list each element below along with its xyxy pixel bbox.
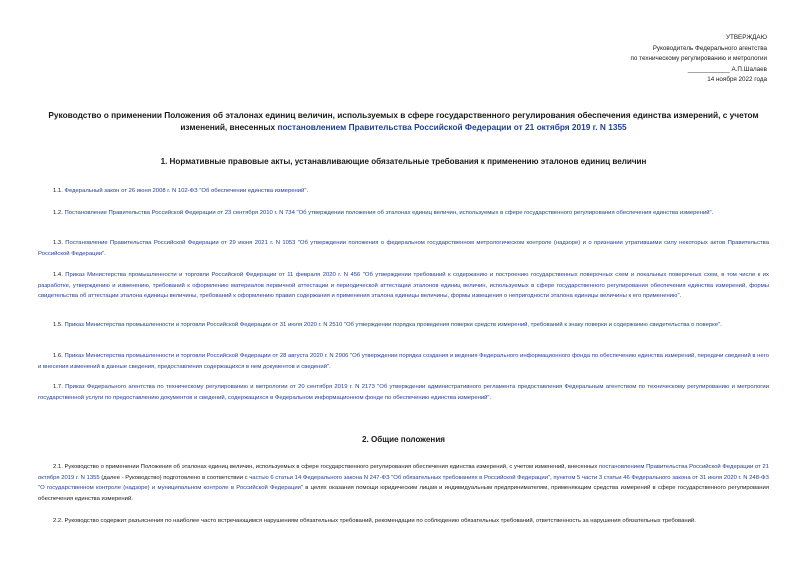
approval-position: Руководитель Федерального агентства: [652, 44, 767, 52]
law-link[interactable]: Федеральный закон от 26 июня 2008 г. N 102-ФЗ "Об обеспечении единства измерений": [64, 188, 307, 194]
signer-name: А.П.Шалаев: [731, 65, 767, 73]
law-link[interactable]: Приказ Министерства промышленности и торговли Российской Федерации от 28 августа 2020 г. N 2906 "Об утверждении порядка создания и ведения Федерального информационного фонда по обеспечению единства измерений, передачи сведений в него и внесения изменений в данные сведения, предоставления содержащихся в нем документов и сведений": [38, 353, 769, 370]
item-number: 1.2.: [53, 210, 65, 216]
list-item: 1.3. Постановление Правительства Российской Федерации от 29 июня 2021 г. N 1053 "Об утверждении положения о федеральном государственном метрологическом контроле (надзоре) и о признании утратившими силу некоторых актов Правительства Российской Федерации".: [38, 240, 769, 257]
decree-link[interactable]: постановлением Правительства Российской Федерации от 21 октября 2019 г. N 1355: [38, 464, 769, 481]
section-2-heading: 2. Общие положения: [361, 435, 446, 444]
title-text: Руководство о применении Положения об эталонах единиц величин, используемых в сфере государственного регулирования обеспечения единства измерений, с учетом изменений, внесенных: [48, 110, 759, 132]
law-link[interactable]: Приказ Министерства промышленности и торговли Российской Федерации от 31 июля 2020 г. N 2510 "Об утверждении порядка проведения поверки средств измерений, требований к знаку поверки и содержанию свидетельства о поверке": [64, 322, 721, 328]
item-number: 1.5.: [53, 322, 65, 328]
title-decree-link[interactable]: постановлением Правительства Российской Федерации от 21 октября 2019 г. N 1355: [277, 122, 627, 132]
approval-agency: по техническому регулированию и метрологии: [630, 55, 767, 63]
approval-heading: УТВЕРЖДАЮ: [725, 34, 767, 41]
item-number: 1.1.: [53, 188, 65, 194]
law-link[interactable]: пунктом 5 части 3 статьи 46 Федерального закона от 31 июля 2020 г. N 248-ФЗ "О государственном контроле (надзоре) и муниципальном контроле в Российской Федерации": [38, 474, 769, 492]
list-item: 1.6. Приказ Министерства промышленности и торговли Российской Федерации от 28 августа 2020 г. N 2906 "Об утверждении порядка создания и ведения Федерального информационного фонда по обеспечению единства измерений, передачи сведений в него и внесения изменений в данные сведения, предоставления содержащихся в нем документов и сведений".: [38, 353, 769, 370]
paragraph: 2.2. Руководство содержит разъяснения по наиболее часто встречающимся нарушениям обязательных требований, рекомендации по соблюдению обязательных требований, ответственность за нарушения обязательных требований.: [53, 518, 696, 524]
paragraph: 2.1. Руководство о применении Положения об эталонах единиц величин, используемых в сфере государственного регулирования обеспечения единства измерений, с учетом изменений, внесенных постановлением Правительства Российской Федерации от 21 октября 2019 г. N 1355 (далее - Руководство) подготовлено в соответствии с частью 6 статьи 14 Федерального закона N 247-ФЗ "Об обязательных требованиях в Российской Федерации", пунктом 5 части 3 статьи 46 Федерального закона от 31 июля 2020 г. N 248-ФЗ "О государственном контроле (надзоре) и муниципальном контроле в Российской Федерации" в целях оказания помощи юридическим лицам и индивидуальным предпринимателям, применяющим средства измерений в сфере государственного регулирования обеспечения единства измерений.: [38, 464, 770, 502]
item-number: 1.4.: [53, 272, 66, 278]
list-item: 1.5. Приказ Министерства промышленности и торговли Российской Федерации от 31 июля 2020 г. N 2510 "Об утверждении порядка проведения поверки средств измерений, требований к знаку поверки и содержанию свидетельства о поверке".: [53, 322, 722, 328]
list-item: 1.1. Федеральный закон от 26 июня 2008 г. N 102-ФЗ "Об обеспечении единства измерений".: [53, 188, 309, 194]
law-link[interactable]: Постановление Правительства Российской Федерации от 23 сентября 2010 г. N 734 "Об утверждении положения об эталонах единиц величин, используемых в сфере государственного регулирования обеспечения единства измерений": [64, 210, 712, 216]
list-item: 1.7. Приказ Федерального агентства по техническому регулированию и метрологии от 20 сентября 2019 г. N 2173 "Об утверждении административного регламента предоставления Федеральным агентством по техническому регулированию и метрологии государственной услуги по предоставлению документов и сведений, содержащихся в Федеральном информационном фонде по обеспечению единства измерений".: [38, 384, 770, 401]
approval-block: [527, 33, 767, 86]
item-number: 1.6.: [53, 353, 65, 359]
section-1-heading: 1. Нормативные правовые акты, устанавливающие обязательные требования к применению эталонов единиц величин: [160, 157, 647, 166]
list-item: 1.4. Приказ Министерства промышленности и торговли Российской Федерации от 11 февраля 2020 г. N 456 "Об утверждении требований к содержанию и построению государственных поверочных схем и локальных поверочных схем, в том числе к их разработке, утверждению и изменению, требований к оформлению материалов первичной аттестации и периодической аттестации эталонов единиц величин, используемых в сфере государственного регулирования обеспечения единства измерений, формы свидетельства об аттестации эталона единицы величины, требований к оформлению правил содержания и применения эталона единицы величины, формы извещения о непригодности эталона единицы величины к его применению".: [38, 272, 769, 300]
law-link[interactable]: частью 6 статьи 14 Федерального закона N 247-ФЗ "Об обязательных требованиях в Российской Федерации": [249, 474, 551, 481]
law-link[interactable]: Приказ Министерства промышленности и торговли Российской Федерации от 11 февраля 2020 г. N 456 "Об утверждении требований к содержанию и построению государственных поверочных схем и локальных поверочных схем, в том числе к их разработке, утверждению и изменению, требований к оформлению материалов первичной аттестации и периодической аттестации эталонов единиц величин, используемых в сфере государственного регулирования обеспечения единства измерений, формы свидетельства об аттестации эталона единицы величины, требований к оформлению правил содержания и применения эталона единицы величины, формы извещения о непригодности эталона единицы величины к его применению": [38, 272, 769, 300]
law-link[interactable]: Приказ Федерального агентства по техническому регулированию и метрологии от 20 сентября 2019 г. N 2173 "Об утверждении административного регламента предоставления Федеральным агентством по техническому регулированию и метрологии государственной услуги по предоставлению документов и сведений, содержащихся в Федеральном информационном фонде по обеспечению единства измерений": [38, 384, 770, 401]
list-item: 1.2. Постановление Правительства Российской Федерации от 23 сентября 2010 г. N 734 "Об утверждении положения об эталонах единиц величин, используемых в сфере государственного регулирования обеспечения единства измерений".: [53, 210, 714, 216]
item-number: 1.7.: [53, 384, 66, 390]
item-number: 1.3.: [53, 240, 66, 246]
law-link[interactable]: Постановление Правительства Российской Федерации от 29 июня 2021 г. N 1053 "Об утверждении положения о федеральном государственном метрологическом контроле (надзоре) и о признании утратившими силу некоторых актов Правительства Российской Федерации": [38, 240, 769, 257]
signature-blank: ____________: [687, 65, 730, 73]
approval-date: 14 ноября 2022 года: [707, 76, 767, 84]
approval-signature-line: [527, 65, 767, 76]
document-title: [38, 109, 769, 133]
